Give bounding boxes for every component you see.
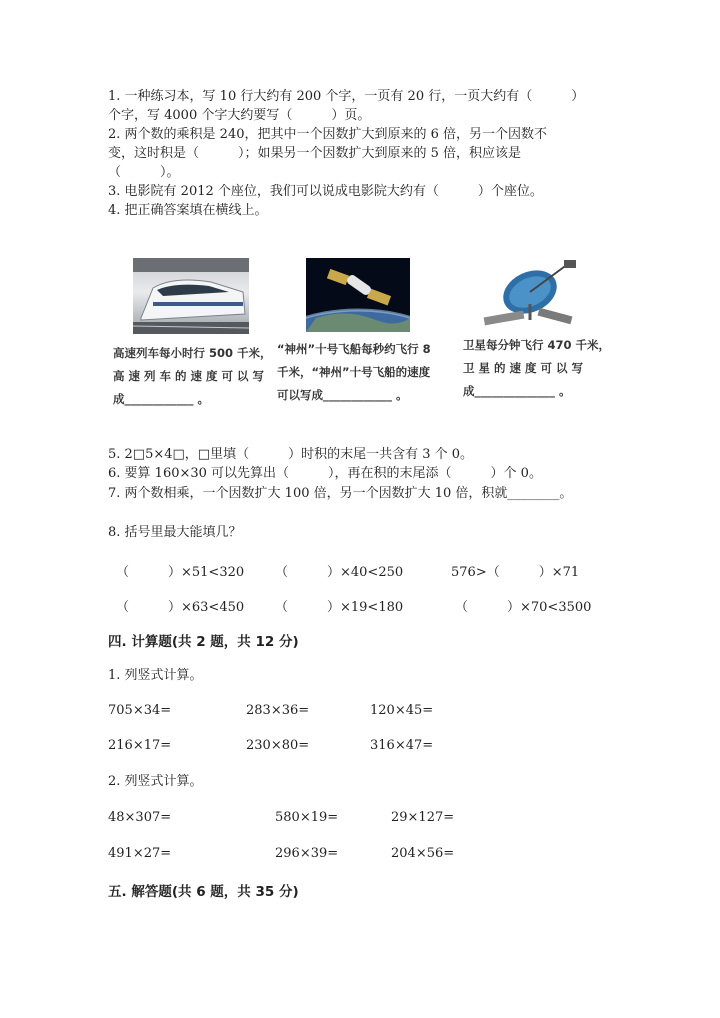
question-7: 7. 两个数相乘，一个因数扩大 100 倍，另一个因数扩大 10 倍，积就________。 [108, 486, 573, 501]
question-1-line-2: 个字，写 4000 个字大约要写（ ）页。 [108, 108, 371, 123]
satellite-caption-line-2: 卫 星 的 速 度 可 以 写 [463, 361, 584, 375]
calc-item: 230×80= [246, 738, 310, 753]
question-4: 4. 把正确答案填在横线上。 [108, 203, 268, 218]
q8-item: （ ）×40<250 [275, 565, 404, 580]
satellite-caption-line-1: 卫星每分钟飞行 470 千米， [463, 338, 611, 352]
calc-item: 48×307= [108, 810, 172, 825]
question-2-line-3: （ ）。 [108, 165, 180, 180]
train-caption [113, 342, 273, 411]
section-4-sub-2: 2. 列竖式计算。 [108, 774, 203, 789]
calc-item: 705×34= [108, 703, 172, 718]
satellite-icon [478, 256, 588, 332]
spacecraft-caption-line-3: 可以写成____________ 。 [277, 388, 408, 402]
satellite-photo [478, 256, 588, 332]
train-caption-line-1: 高速列车每小时行 500 千米， [113, 346, 272, 360]
question-2-line-1: 2. 两个数的乘积是 240，把其中一个因数扩大到原来的 6 倍，另一个因数不 [108, 127, 548, 142]
spacecraft-caption-line-2: 千米，“神州”十号飞船的速度 [277, 365, 431, 379]
calc-item: 283×36= [246, 703, 310, 718]
q8-item: （ ）×19<180 [275, 600, 404, 615]
satellite-caption-line-3: 成______________ 。 [463, 384, 571, 398]
question-1-line-1: 1. 一种练习本，写 10 行大约有 200 个字，一页有 20 行，一页大约有（ ） [108, 89, 585, 104]
spacecraft-photo [306, 258, 410, 332]
q8-item: （ ）×70<3500 [455, 600, 592, 615]
calc-item: 491×27= [108, 846, 172, 861]
satellite-caption [463, 334, 613, 403]
section-4-title: 四. 计算题(共 2 题，共 12 分) [108, 634, 299, 650]
question-5: 5. 2□5×4□，□里填（ ）时积的末尾一共含有 3 个 0。 [108, 447, 474, 462]
question-6: 6. 要算 160×30 可以先算出（ ），再在积的末尾添（ ）个 0。 [108, 466, 542, 481]
train-photo [133, 258, 249, 334]
section-4-sub-1: 1. 列竖式计算。 [108, 668, 203, 683]
calc-item: 296×39= [275, 846, 339, 861]
q8-item: （ ）×63<450 [116, 600, 245, 615]
train-caption-line-3: 成____________ 。 [113, 392, 210, 406]
train-icon [133, 258, 249, 334]
spacecraft-caption [277, 338, 449, 407]
question-8: 8. 括号里最大能填几？ [108, 525, 242, 540]
q8-item: 576>（ ）×71 [451, 565, 580, 580]
spacecraft-icon [306, 258, 410, 332]
q8-item: （ ）×51<320 [116, 565, 245, 580]
calc-item: 580×19= [275, 810, 339, 825]
section-5-title: 五. 解答题(共 6 题，共 35 分) [108, 884, 299, 900]
train-caption-line-2: 高 速 列 车 的 速 度 可 以 写 [113, 369, 265, 383]
question-3: 3. 电影院有 2012 个座位，我们可以说成电影院大约有（ ）个座位。 [108, 184, 543, 199]
calc-item: 316×47= [370, 738, 434, 753]
calc-item: 216×17= [108, 738, 172, 753]
calc-item: 29×127= [391, 810, 455, 825]
calc-item: 204×56= [391, 846, 455, 861]
spacecraft-caption-line-1: “神州”十号飞船每秒约飞行 8 [277, 342, 431, 356]
question-2-line-2: 变，这时积是（ ）；如果另一个因数扩大到原来的 5 倍，积应该是 [108, 146, 522, 161]
calc-item: 120×45= [370, 703, 434, 718]
